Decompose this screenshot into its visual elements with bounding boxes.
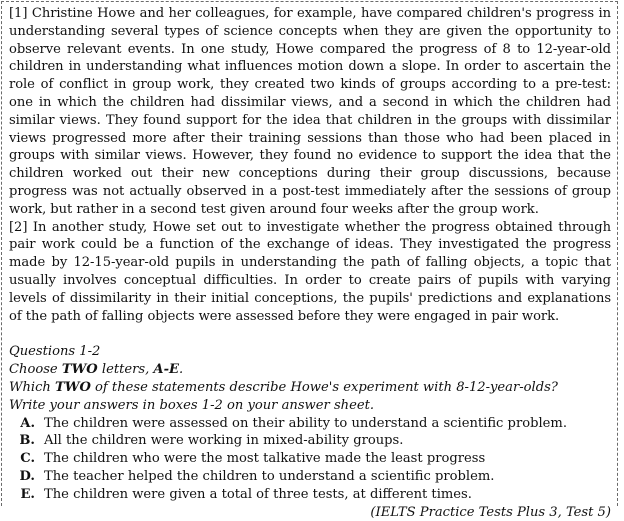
stem-prefix: Which xyxy=(9,379,56,395)
passage-paragraph-1: [1] Christine Howe and her colleagues, for example, have compared children's progress in understanding several types of science concepts when they are given the opportunity to observe relevant events. In one study, Howe compared the progress of 8 to 12-year-old children in understanding what influences motion down a slope. In order to ascertain the role of conflict in group work, they created two kinds of groups according to a pre-test: one in which the children had dissimilar views, and a second in which the children had similar views. They found support for the idea that children in the groups with dissimilar views progressed more after their training sessions than those who had been placed in groups with similar views. However, they found no evidence to support the idea that the children worked out their new conceptions during their group discussions, because progress was not actually observed in a post-test immediately after the sessions of group work, but rather in a second test given around four weeks after the group work. xyxy=(9,6,611,217)
questions-heading: Questions 1-2 xyxy=(9,344,101,360)
option-letter: E. xyxy=(20,486,35,502)
choose-middle: letters, xyxy=(97,362,154,378)
option-b xyxy=(9,432,611,450)
option-text: All the children were working in mixed-ability groups. xyxy=(44,433,404,449)
option-text: The children who were the most talkative made the least progress xyxy=(44,451,486,467)
option-d xyxy=(9,468,611,486)
option-c xyxy=(9,450,611,468)
option-e xyxy=(9,486,611,504)
option-letter: D. xyxy=(19,468,35,484)
choose-letters: A-E xyxy=(153,362,179,378)
option-a xyxy=(9,415,611,433)
stem-count: TWO xyxy=(55,379,91,395)
choose-count: TWO xyxy=(61,362,98,378)
option-text: The teacher helped the children to understand a scientific problem. xyxy=(44,468,495,484)
answer-options xyxy=(9,415,611,504)
questions-section xyxy=(9,343,611,521)
option-letter: B. xyxy=(19,433,35,449)
reading-document xyxy=(9,5,611,521)
option-letter: C. xyxy=(20,451,35,467)
choose-suffix: . xyxy=(178,362,184,378)
choose-prefix: Choose xyxy=(9,362,62,378)
option-text: The children were given a total of three tests, at different times. xyxy=(44,486,472,502)
answer-instruction: Write your answers in boxes 1-2 on your answer sheet. xyxy=(9,397,375,413)
option-text: The children were assessed on their ability to understand a scientific problem. xyxy=(44,415,567,431)
source-citation: (IELTS Practice Tests Plus 3, Test 5) xyxy=(370,504,611,520)
option-letter: A. xyxy=(20,415,35,431)
choose-instruction xyxy=(9,361,611,379)
stem-suffix: of these statements describe Howe's experiment with 8-12-year-olds? xyxy=(90,379,558,395)
passage-paragraph-2: [2] In another study, Howe set out to investigate whether the progress obtained through pair work could be a function of the exchange of ideas. They investigated the progress made by 12-15-year-old pupils in understanding the path of falling objects, a topic that usually involves conceptual difficulties. In order to create pairs of pupils with varying levels of dissimilarity in their initial conceptions, the pupils' predictions and explanations of the path of falling objects were assessed before they were engaged in pair work. xyxy=(9,219,611,324)
question-stem xyxy=(9,379,611,397)
